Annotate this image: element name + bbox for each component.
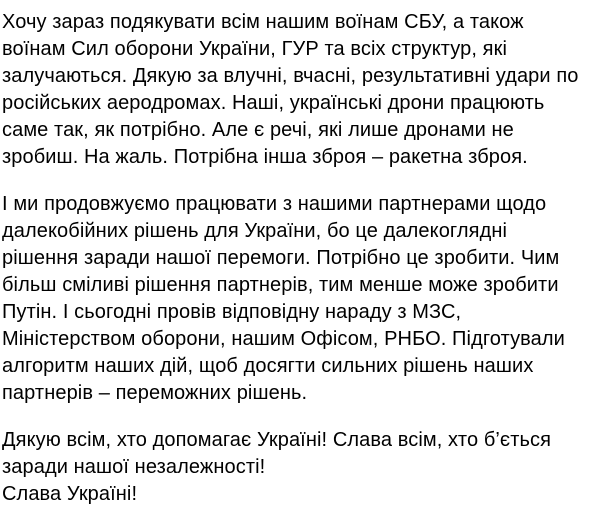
text-line: Дякую всім, хто допомагає Україні! Слава всім, хто б’ється bbox=[2, 429, 552, 451]
text-line: Слава Україні! bbox=[2, 483, 138, 505]
post-text bbox=[2, 9, 602, 508]
paragraph-closing-glory bbox=[2, 427, 602, 508]
text-line: російських аеродромах. Наші, українські дрони працюють bbox=[2, 92, 545, 114]
text-line: рішення заради нашої перемоги. Потрібно це зробити. Чим bbox=[2, 247, 560, 269]
text-line: Хочу зараз подякувати всім нашим воїнам СБУ, а також bbox=[2, 11, 524, 33]
paragraph-gratitude-strikes bbox=[2, 9, 602, 171]
text-line: більш сміливі рішення партнерів, тим менше може зробити bbox=[2, 274, 559, 296]
text-line: зробиш. На жаль. Потрібна інша зброя – ракетна зброя. bbox=[2, 146, 528, 168]
paragraph-partners-decisions bbox=[2, 191, 602, 407]
text-line: Міністерством оборони, нашим Офісом, РНБО. Підготували bbox=[2, 328, 565, 350]
text-line: саме так, як потрібно. Але є речі, які лише дронами не bbox=[2, 119, 514, 141]
text-line: алгоритм наших дій, щоб досягти сильних рішень наших bbox=[2, 355, 534, 377]
text-line: партнерів – переможних рішень. bbox=[2, 382, 308, 404]
text-line: Путін. І сьогодні провів відповідну нараду з МЗС, bbox=[2, 301, 462, 323]
text-line: І ми продовжуємо працювати з нашими партнерами щодо bbox=[2, 193, 547, 215]
text-line: далекобійних рішень для України, бо це далекоглядні bbox=[2, 220, 508, 242]
text-line: воїнам Сил оборони України, ГУР та всіх структур, які bbox=[2, 38, 508, 60]
text-line: заради нашої незалежності! bbox=[2, 456, 266, 478]
text-line: залучаються. Дякую за влучні, вчасні, результативні удари по bbox=[2, 65, 579, 87]
